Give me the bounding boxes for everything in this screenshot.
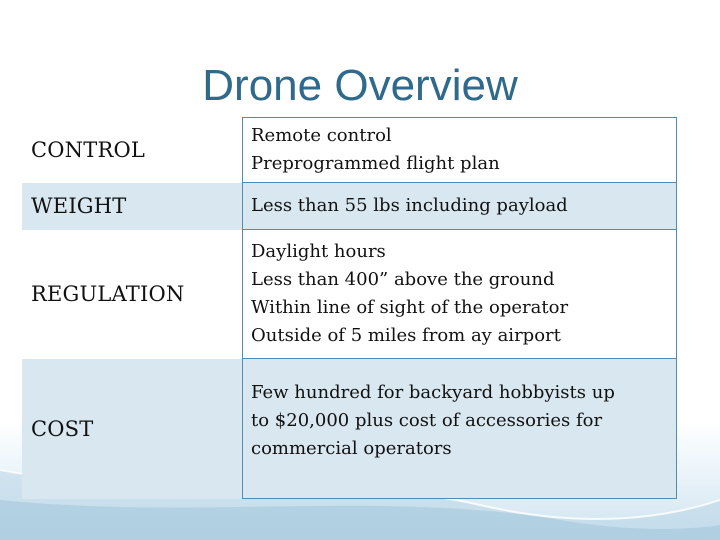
value-line: Few hundred for backyard hobbyists up <box>251 382 615 403</box>
row-label-regulation: REGULATION <box>31 281 185 306</box>
table-row-regulation <box>22 230 677 359</box>
table-row-control <box>22 118 677 183</box>
value-line: Preprogrammed flight plan <box>251 153 500 174</box>
value-line: to $20,000 plus cost of accessories for <box>251 410 603 431</box>
overview-table <box>22 117 677 499</box>
row-value-weight <box>243 183 677 230</box>
value-line: Remote control <box>251 125 392 146</box>
row-label-control: CONTROL <box>31 137 146 162</box>
slide-title: Drone Overview <box>202 61 518 110</box>
row-label-weight: WEIGHT <box>22 183 243 230</box>
value-line: Less than 55 lbs including payload <box>251 195 568 216</box>
row-value-cost <box>243 359 677 499</box>
value-line: Less than 400” above the ground <box>251 269 555 290</box>
row-value-control <box>243 118 677 183</box>
row-label-cost: COST <box>22 359 243 499</box>
value-line: Daylight hours <box>251 241 386 262</box>
table-row-weight <box>22 183 677 230</box>
value-line: Outside of 5 miles from ay airport <box>251 325 561 346</box>
table-row-cost <box>22 359 677 499</box>
value-line: Within line of sight of the operator <box>251 297 569 318</box>
value-line: commercial operators <box>251 438 452 459</box>
row-value-regulation <box>243 230 677 359</box>
